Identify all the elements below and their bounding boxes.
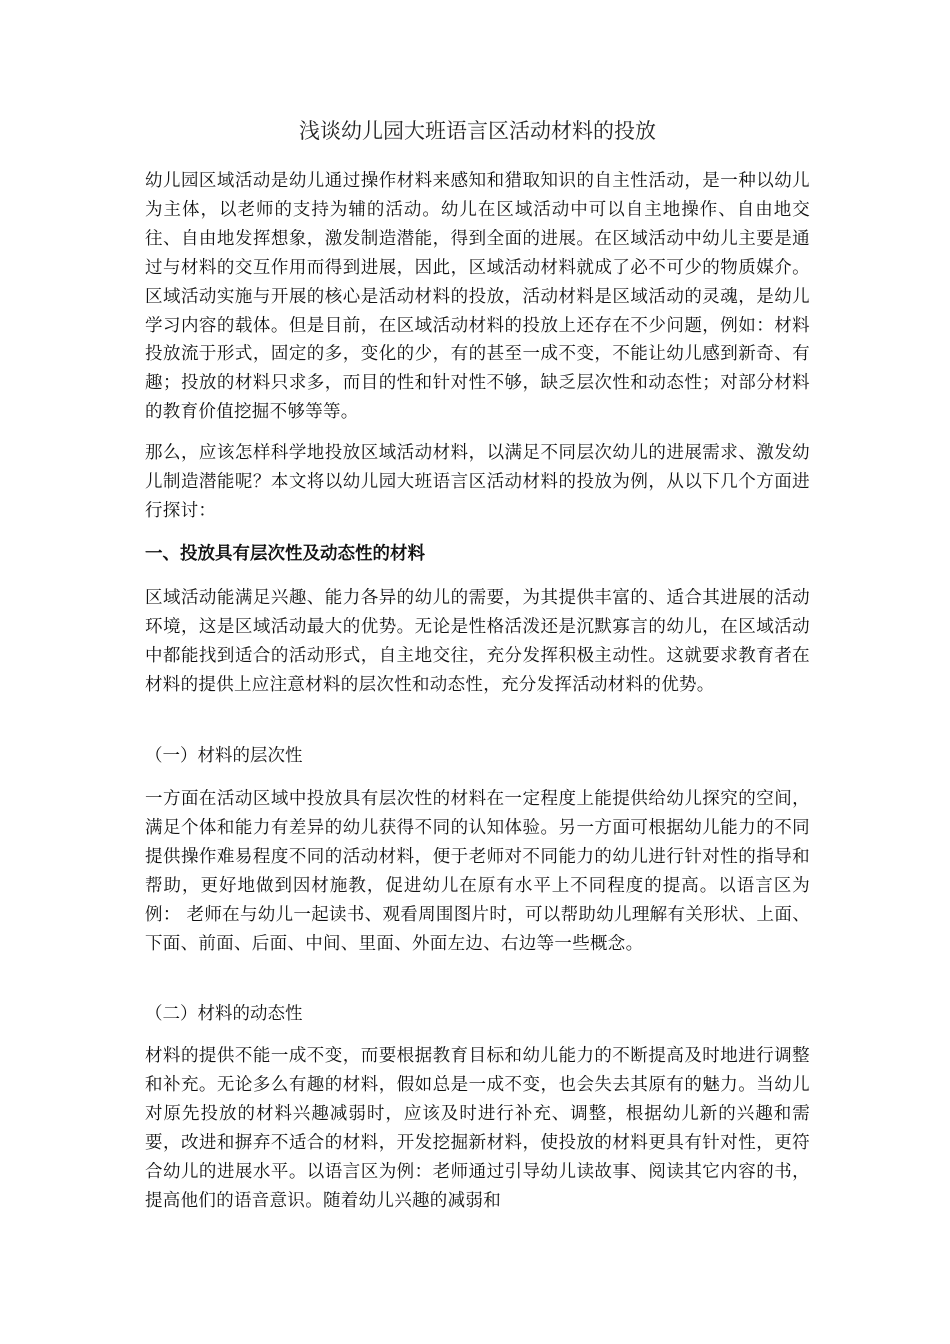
- paragraph-question: 那么，应该怎样科学地投放区域活动材料，以满足不同层次幼儿的进展需求、激发幼儿制造潜能呢？本文将以幼儿园大班语言区活动材料的投放为例，从以下几个方面进行探讨：: [145, 443, 810, 521]
- document-title: 浅谈幼儿园大班语言区活动材料的投放: [299, 119, 656, 143]
- subheading-levels: （一）材料的层次性: [145, 746, 303, 766]
- paragraph-levels: 一方面在活动区域中投放具有层次性的材料在一定程度上能提供给幼儿探究的空间，满足个体和能力有差异的幼儿获得不同的认知体验。另一方面可根据幼儿能力的不同提供操作难易程度不同的活动材料，便于老师对不同能力的幼儿进行针对性的指导和帮助，更好地做到因材施教，促进幼儿在原有水平上不同程度的提高。以语言区为例： 老师在与幼儿一起读书、观看周围图片时，可以帮助幼儿理解有关形状、上面、下面、前面、后面、中间、里面、外面左边、右边等一些概念。: [145, 789, 810, 954]
- paragraph-intro: 幼儿园区域活动是幼儿通过操作材料来感知和猎取知识的自主性活动，是一种以幼儿为主体，以老师的支持为辅的活动。幼儿在区域活动中可以自主地操作、自由地交往、自由地发挥想象，激发制造潜能，得到全面的进展。在区域活动中幼儿主要是通过与材料的交互作用而得到进展，因此，区域活动材料就成了必不可少的物质媒介。区域活动实施与开展的核心是活动材料的投放，活动材料是区域活动的灵魂，是幼儿学习内容的载体。但是目前，在区域活动材料的投放上还存在不少问题，例如：材料投放流于形式，固定的多，变化的少，有的甚至一成不变，不能让幼儿感到新奇、有趣；投放的材料只求多，而目的性和针对性不够，缺乏层次性和动态性；对部分材料的教育价值挖掘不够等等。: [145, 171, 810, 423]
- subheading-dynamics: （二）材料的动态性: [145, 1004, 303, 1024]
- paragraph-section-intro: 区域活动能满足兴趣、能力各异的幼儿的需要，为其提供丰富的、适合其进展的活动环境，这是区域活动最大的优势。无论是性格活泼还是沉默寡言的幼儿，在区域活动中都能找到适合的活动形式，自主地交往，充分发挥积极主动性。这就要求教育者在材料的提供上应注意材料的层次性和动态性，充分发挥活动材料的优势。: [145, 588, 810, 695]
- paragraph-dynamics: 材料的提供不能一成不变，而要根据教育目标和幼儿能力的不断提高及时地进行调整和补充。无论多么有趣的材料，假如总是一成不变，也会失去其原有的魅力。当幼儿对原先投放的材料兴趣减弱时，应该及时进行补充、调整，根据幼儿新的兴趣和需要，改进和摒弃不适合的材料，开发挖掘新材料，使投放的材料更具有针对性，更符合幼儿的进展水平。以语言区为例：老师通过引导幼儿读故事、阅读其它内容的书，提高他们的语音意识。随着幼儿兴趣的减弱和: [145, 1046, 810, 1211]
- section-heading: 一、投放具有层次性及动态性的材料: [145, 544, 425, 564]
